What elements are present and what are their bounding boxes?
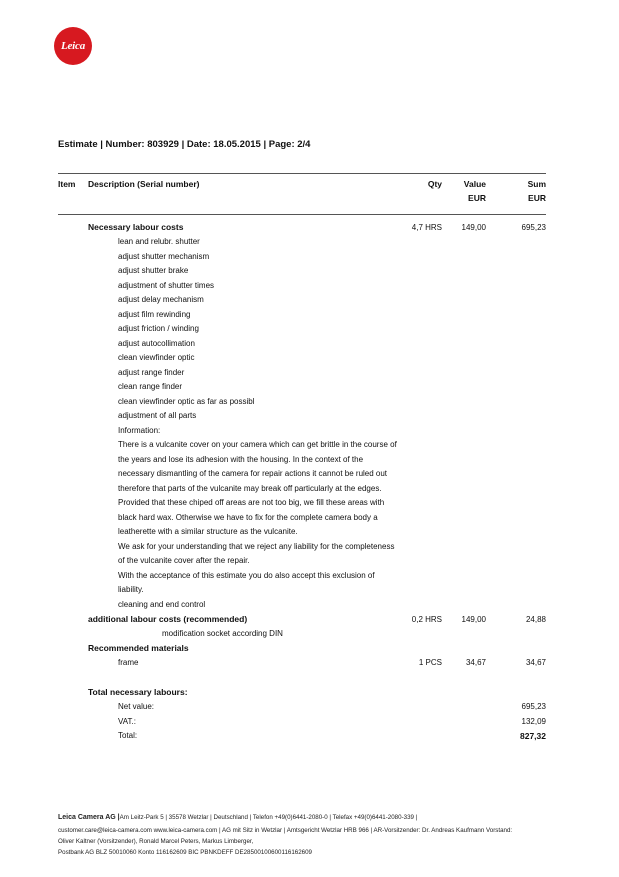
- labour-line: the years and lose its adhesion with the housing. In the context of the: [118, 454, 364, 464]
- labour-line: therefore that parts of the vulcanite may break off particularly at the edges.: [118, 483, 382, 493]
- vat-value: 132,09: [521, 717, 546, 726]
- total-value: 827,32: [520, 731, 546, 741]
- labour-line: black hard wax. Otherwise we have to fix for the complete camera body a: [118, 512, 378, 522]
- totals-title: Total necessary labours:: [88, 687, 188, 697]
- labour-line: adjust film rewinding: [118, 309, 191, 319]
- labour-line: adjustment of shutter times: [118, 280, 215, 290]
- labour-title: Necessary labour costs: [88, 222, 184, 232]
- labour-line: Provided that these chiped off areas are not too big, we fill these areas with: [118, 498, 385, 507]
- col-qty: Qty: [427, 179, 442, 189]
- labour-line: of the vulcanite cover after the repair.: [118, 556, 250, 565]
- labour-line: clean viewfinder optic as far as possibl: [118, 396, 255, 406]
- footer-line-2: customer.care@leica-camera.com www.leica-camera.com | AG mit Sitz in Wetzlar | Amtsgericht Wetzlar HRB 966 | AR-Vorsitzender: Dr. Andreas Kaufmann Vorstand:: [58, 827, 513, 834]
- col-sum: Sum: [527, 179, 546, 189]
- col-sum-unit: EUR: [528, 193, 546, 203]
- vat-label: VAT.:: [118, 717, 136, 726]
- labour-line: There is a vulcanite cover on your camera which can get brittle in the course of: [118, 440, 397, 449]
- labour-line: adjust shutter mechanism: [118, 251, 210, 261]
- labour-line: necessary dismantling of the camera for repair actions it cannot be ruled out: [118, 469, 388, 478]
- col-description: Description (Serial number): [88, 179, 200, 189]
- footer-line-3: Oliver Kaltner (Vorsitzender), Ronald Marcel Peters, Markus Limberger,: [58, 838, 254, 845]
- footer-line-1: [58, 814, 417, 821]
- materials-value: 34,67: [465, 658, 486, 667]
- materials-title: Recommended materials: [88, 643, 189, 653]
- materials-item: frame: [118, 658, 139, 667]
- col-item: Item: [58, 179, 76, 189]
- labour-line: We ask for your understanding that we reject any liability for the completeness: [118, 541, 395, 551]
- labour-line: clean range finder: [118, 382, 183, 391]
- estimate-header: Estimate | Number: 803929 | Date: 18.05.2015 | Page: 2/4: [58, 139, 311, 150]
- labour-line: adjustment of all parts: [118, 411, 197, 420]
- additional-sum: 24,88: [525, 615, 546, 624]
- additional-qty: 0,2 HRS: [411, 615, 442, 624]
- labour-line: adjust range finder: [118, 367, 185, 377]
- net-label: Net value:: [118, 702, 155, 711]
- labour-line: adjust autocollimation: [118, 338, 195, 348]
- labour-value: 149,00: [461, 223, 486, 232]
- labour-line: adjust delay mechanism: [118, 295, 204, 304]
- leica-logo: [54, 27, 92, 65]
- additional-title: additional labour costs (recommended): [88, 614, 248, 624]
- col-value: Value: [463, 179, 486, 189]
- footer-address: Am Leitz-Park 5 | 35578 Wetzlar | Deutschland | Telefon +49(0)6441-2080-0 | Telefax +49(0)6441-2080-339 |: [119, 814, 418, 821]
- columns-rule: [58, 214, 546, 215]
- total-label: Total:: [118, 731, 138, 740]
- labour-line: With the acceptance of this estimate you do also accept this exclusion of: [118, 570, 375, 580]
- labour-line: adjust shutter brake: [118, 266, 189, 275]
- additional-line: modification socket according DIN: [162, 629, 283, 638]
- col-value-unit: EUR: [468, 193, 486, 203]
- labour-line: lean and relubr. shutter: [118, 237, 200, 246]
- labour-line: adjust friction / winding: [118, 324, 199, 333]
- additional-value: 149,00: [461, 615, 486, 624]
- footer-line-4: Postbank AG BLZ 50010060 Konto 116162609 BIC PBNKDEFF DE28500100600116162609: [58, 849, 312, 856]
- logo-text: Leica: [60, 40, 86, 52]
- labour-line: leatherette with a similar structure as the vulcanite.: [118, 527, 298, 536]
- footer-company: Leica Camera AG |: [58, 814, 120, 821]
- labour-line: clean viewfinder optic: [118, 353, 195, 362]
- header-rule: [58, 173, 546, 174]
- labour-line: Information:: [118, 425, 161, 435]
- net-value: 695,23: [521, 702, 546, 711]
- materials-qty: 1 PCS: [418, 658, 442, 667]
- materials-sum: 34,67: [525, 658, 546, 667]
- labour-line: cleaning and end control: [118, 599, 206, 609]
- labour-qty: 4,7 HRS: [411, 223, 442, 232]
- labour-sum: 695,23: [521, 223, 546, 232]
- labour-line: liability.: [118, 585, 144, 594]
